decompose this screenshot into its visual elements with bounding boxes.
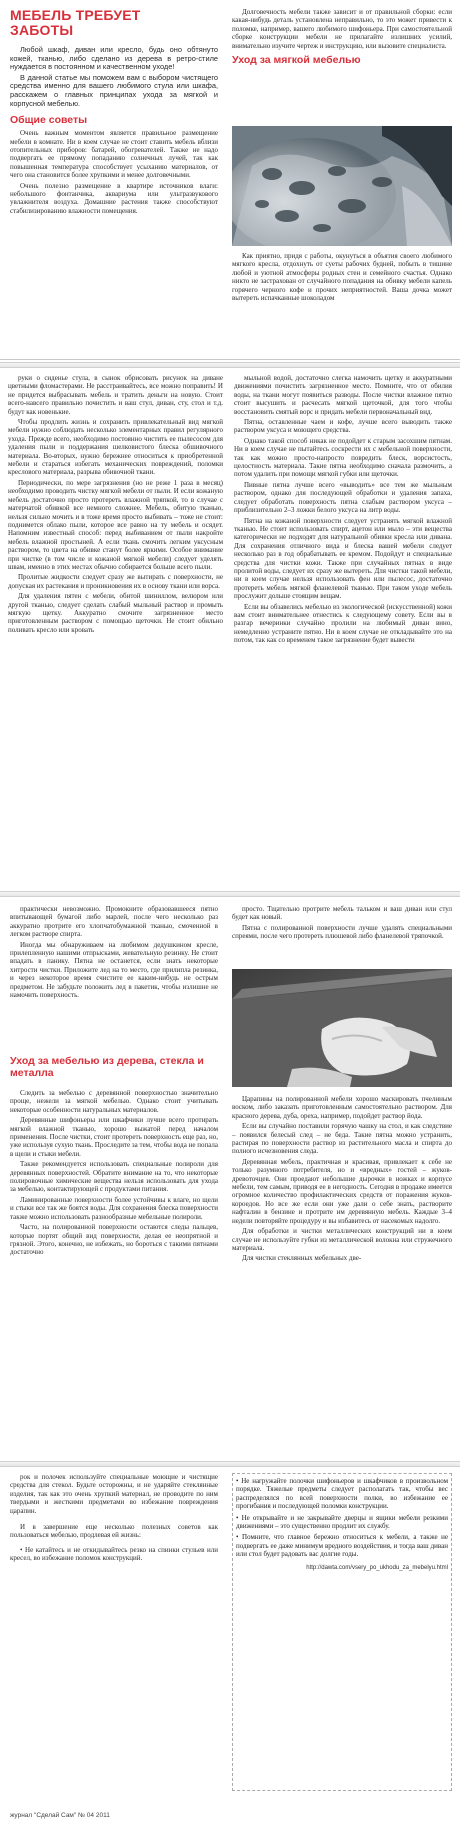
right-column (234, 374, 452, 886)
article-title: МЕБЕЛЬ ТРЕБУЕТ ЗАБОТЫ (10, 8, 141, 38)
left-column (8, 374, 223, 886)
body-paragraph: Пятна на кожаной поверхности следует устранять мягкой влажной тканью. Не стоит использовать спирт, ацетон или мыло – эти вещества категорически не подходят для натуральной обивки кресла или дивана. Для сохранения отличного вида и блеска вашей мебели следует несколько раз в год обрабатывать ее кремом. Подойдут и специальные средства для чистки кожи. Также при случайных пятнах в виде пролитой воды, следует их сразу же вытереть. Для чистки такой мебели, ни в коем случае нельзя использовать фен или пылесос, достаточно протереть мебель мягкой фланелевой тканью. При таком уходе мебель прослужит дольше стоящим вещам. (234, 516, 452, 601)
article-lead (10, 46, 218, 108)
body-paragraph: рок и полочек используйте специальные моющие и чистящие средства для стекол. Будьте осторожны, и не ударяйте стеклянные изделия, так как это очень хрупкий материал, не проводите по ним твердыми и жесткими предметами во избежание повреждения царапин. (10, 1473, 218, 1515)
right-column (232, 8, 452, 358)
tips-column (232, 1473, 452, 1791)
body-paragraph: практически невозможно. Промокните образовавшееся пятно впитывающей бумагой либо марлей, после чего несколько раз аккуратно протрите его хлопчатобумажной тканью, смоченной в легком растворе спирта. (10, 905, 218, 939)
body-paragraph: Для удаления пятен с мебели, обитой шиниллом, велюром или другой тканью, следует сделать слабый мыльный раствор и промыть мягкую щетку. Аккуратно смочите загрязненное место приготовленным раствором с помощью щеточки. Не стоит обильно поливать кресло или кровать (8, 592, 223, 634)
body-paragraph: Следить за мебелью с деревянной поверхностью значительно проще, нежели за мягкой мебелью. Однако стоит учитывать некоторые особенности натуральных материалов. (10, 1089, 218, 1114)
body-paragraph: Пролитые жидкости следует сразу же вытирать с поверхности, не допуская их растекания и проникновения их в основу ткани или ворса. (8, 573, 223, 590)
right-column (232, 1095, 452, 1455)
left-column (10, 8, 218, 358)
sofa-photo (232, 126, 452, 246)
tip-item: • Не нагружайте полочки шифоньеров и шкафчиков в произвольном порядке. Тяжелые предметы следует располагать так, чтобы вес распределялся по всей поверхности полки, во избежание ее прогибания и последующей поломки конструкции. (236, 1477, 448, 1511)
tip-item: • Помните, что главное бережно относиться к мебели, а также не подвергать ее даже минимум вредного воздействия, и тогда ваш диван или стол будет радовать вас долгие годы. (236, 1533, 448, 1559)
page-separator (0, 1461, 460, 1467)
body-paragraph: Деревянная мебель, практичная и красивая, привлекает к себе не только разумного потребителя, но и «вредных» гостей – жуков-древоточцев. Они проедают небольшие дырочки в ножках и корпусе мебели, тем самым, приводя ее в негодность. Сегодня в продаже имеется огромное количество профилактических средств от поражения жуков-короедов. Но все же если они уже дали о себе знать, растворите нафталин в бензине и протрите им деревянную мебель. Каждые 3–4 недели повторяйте процедуру и вы избавитесь от насекомых надолго. (232, 1157, 452, 1225)
body-paragraph: Ламинированные поверхности более устойчивы к влаге, но щели и стыки все так же боятся воды. Для сохранения блеска поверхности также можно использовать разнообразные мебельные полироли. (10, 1195, 218, 1221)
body-paragraph: Пятна, оставленные чаем и кофе, лучше всего выводить также раствором уксуса и моющего средства. (234, 418, 452, 435)
section-heading-soft-furniture: Уход за мягкой мебелью (232, 54, 361, 67)
body-paragraph: Деревянные шифоньеры или шкафчики лучше всего протирать мягкой влажной тканью, хорошо выжатой перед началом применения. После чистки, стоит протереть поверхность еще раз, но, уже используя сухую ткань. Проследите за тем, чтобы вода не попала в щели и стыки мебели. (10, 1116, 218, 1158)
body-paragraph: Для чистки стеклянных мебельных две- (242, 1254, 362, 1263)
body-paragraph: мыльной водой, достаточно слегка намочить щетку и аккуратными движениями почистить загрязненное место. Помните, что от обилия воды, на ткани могут появиться разводы. После чистки влажное пятно стоит высушить и расчесать мягкой щеточкой, для того чтобы восстановить смятый ворс и придать мебели первоначальный вид. (234, 374, 452, 416)
lead-paragraph: В данной статье мы поможем вам с выбором чистящего средства именно для вашего любимого стула или шкафа, расскажем о главных принципах ухода за мягкой и корпусной мебелью. (10, 72, 218, 108)
closing-tips-sheet (0, 1469, 460, 1829)
body-paragraph: Однако такой способ никак не подойдет к старым засохшим пятнам. Ни в коем случае не пытайтесь соскрести их с мебельной поверхности, так как можно просто-напросто повредить блеск, ворсистость, целостность материала. Такие пятна необходимо сначала размочить, а потом удалить при помощи мягкой губки или щеточки. (234, 436, 452, 479)
body-paragraph: Иногда мы обнаруживаем на любимом дедушкином кресле, прилепленную нашими отпрысками, жевательную резинку. Не стоит впадать в панику. Пятна не останется, если знать некоторые хитрости чистки. Приложите лед на то место, где прилипла резинка, и через некоторое время счистите ее каким-нибудь не острым предметом. Не забудьте положить лед в пакетик, чтобы излишне не намочить поверхность. (10, 940, 218, 1000)
body-paragraph: И в завершение еще несколько полезных советов как пользоваться мебелью, продлевая ей жизнь: (10, 1523, 218, 1540)
cleaning-hand-photo (232, 969, 452, 1087)
body-paragraph: Пивные пятна лучше всего «выводить» все тем же мыльным раствором, однако для последующей обработки и удаления запаха, следует обработать поверхность пятна слабым раствором уксуса – приблизительно 2–3 ложки белого уксуса на литр воды. (234, 480, 452, 515)
tip-item: • Не катайтесь и не откидывайтесь резко на спинки стульев или кресел, во избежание поломок конструкций. (10, 1545, 218, 1563)
body-paragraph: Пятна с полированной поверхности лучше удалять специальными спреями, после чего протереть плюшевой либо фланелевой тряпочкой. (232, 923, 452, 941)
section-heading-wood: Уход за мебелью из дерева, стекла и металла (10, 1055, 204, 1079)
page-separator (0, 891, 460, 897)
left-column (10, 1089, 218, 1455)
soft-furniture-sheet (0, 370, 460, 890)
tip-item: • Не открывайте и не закрывайте дверцы и ящики мебели резкими движениями – это существенно продлит их службу. (236, 1513, 448, 1531)
body-paragraph: Если вы обзавелись мебелью из экологической (искусственной) кожи вам стоит внимательнее отнестись к следующему совету. Если вы в разгар вечеринки случайно пролили на любимый диван вино, немедленно устраните пятно. Ни в коем случае не откладывайте это на потом, так как со временем такое загрязнение будет вывести (234, 602, 452, 645)
body-paragraph: руки о сиденье стула, в сынок обрисовать рисунок на диване цветными фломастерами. Не расстраивайтесь, все можно поправить! И не придется выбрасывать мебель и тратить деньги на новую. Стоит всего-навсего правильно почистить и ваш стул, диван, сту, стол и т.д. будут как новенькие. (8, 374, 223, 416)
body-paragraph: просто. Тщательно протрите мебель тальком и ваш диван или стул будет как новый. (232, 905, 452, 922)
magazine-footer: журнал "Сделай Сам" № 04 2011 (10, 1812, 110, 1819)
section-heading-general: Общие советы (10, 114, 88, 127)
body-paragraph: Как приятно, придя с работы, окунуться в объятия своего любимого мягкого кресла, отдохнуть от суеты рабочих будней, побыть в тишине любой и уютной атмосферы родных стен и семейного счастья. Однако никто не застрахован от случайного попадания на обивку мебели капель горячего черного кофе и прочих неприятностей. Ваша дочка может вытереть испачканные шоколадом (232, 252, 452, 303)
body-paragraph: Если вы случайно поставили горячую чашку на стол, и как следствие – появился белесый след – не беда. Такие пятна можно устранить, растирая по поверхности раствор из растительного масла и спирта до полного исчезновения следа. (232, 1122, 452, 1156)
right-column-top (232, 905, 452, 965)
article-header-sheet (0, 0, 460, 360)
body-paragraph: Царапины на полированной мебели хорошо маскировать пчелиным воском, либо заказать приготовленным самостоятельно раствором. Для красного дерева, дуба, ореха, например, подойдет раствор йода. (232, 1095, 452, 1120)
left-column (10, 1473, 218, 1803)
wood-furniture-sheet (0, 899, 460, 1459)
body-paragraph: Долговечность мебели также зависит и от правильной сборки: если какая-нибудь деталь установлена неправильно, то это может привести к поломке, например, вашего любимого шифоньера. При самостоятельной сборке конструкции мебели не прилагайте излишних усилий, внимательно изучите чертеж и инструкцию, или вызовите специалиста. (232, 8, 452, 50)
body-paragraph: Для обработки и чистки металлических конструкций ни в коем случае не используйте губки из металлической волокна или стружечного материала. (232, 1227, 452, 1252)
left-column-top (10, 905, 218, 1035)
body-paragraph: Очень важным моментом является правильное размещение мебели в комнате. Ни в коем случае не стоит ставить мебель вблизи отопительных приборов: батарей, обогревателей. Также не надо подвергать ее прямому попаданию солнечных лучей, так как повышенная температура способствует усыханию материалов, от чего она становится более хрупкими и менее долговечными. (10, 129, 218, 180)
page-separator (0, 362, 460, 368)
body-paragraph: Очень полезно размещение в квартире источников влаги: небольшого фонтанчика, аквариума или ультразвукового увлажнителя воздуха. Домашние растения также способствуют стабилизированию влажности помещения. (10, 181, 218, 215)
body-paragraph: Также рекомендуется использовать специальные полироли для деревянных поверхностей. Обратите внимание на то, что некоторые полировочные химические вещества нельзя использовать для ухода за мебелью, контактирующей с продуктами питания. (10, 1160, 218, 1194)
lead-paragraph: Любой шкаф, диван или кресло, будь оно обтянуто кожей, тканью, либо сделано из дерева в ретро-стиле нуждается в постоянном и качественном уходе! (10, 45, 218, 72)
body-paragraph: Часто, на полированной поверхности остаются следы пальцев, которые портят общий вид поверхности, делая ее неопрятной и грязной. Этого, конечно, не избежать, но бороться с такими пятнами достаточно (10, 1223, 218, 1257)
body-paragraph: Периодически, по мере загрязнения (но не реже 1 раза в месяц) необходимо проводить чистку мягкой мебели от пыли. И если кожаную мебель достаточно просто протереть влажной тряпкой, то в случае с матерчатой обивкой все немного сложнее. Мебель, обитую тканью, нельзя сильно мочить и в тоже время просто выбивать – тоже не стоит: поднимется облако пыли, которое все равно на ту мебель и осядет. Напомним известный способ: перед выбиванием от пыли накройте мебель влажной простыней. А если ткань смочить легким уксусным раствором, то цвета на обивке станут более яркими. Особое внимание при чистке (в том числе и кожаной мягкой мебели) следует уделять швам, именно в этих местах обычно собирается больше всего пыли. (8, 478, 223, 571)
tips-list (236, 1477, 448, 1559)
body-paragraph: Чтобы продлить жизнь и сохранить привлекательный вид мягкой мебели нужно соблюдать несколько элементарных правил регулярного ухода. Прежде всего, необходимо постоянно чистить ее пылесосом для удаления пыли и поддержания шелковистого блеска обшивочного материала. Во-вторых, нужно бережнее относиться к приобретенной мебели и стараться избегать механических повреждений, поломки креслового материала, разрыва обивочной ткани. (8, 418, 223, 477)
source-url[interactable]: http://dawta.com/vsery_po_ukhodu_za_mebelyu.html (306, 1564, 448, 1571)
